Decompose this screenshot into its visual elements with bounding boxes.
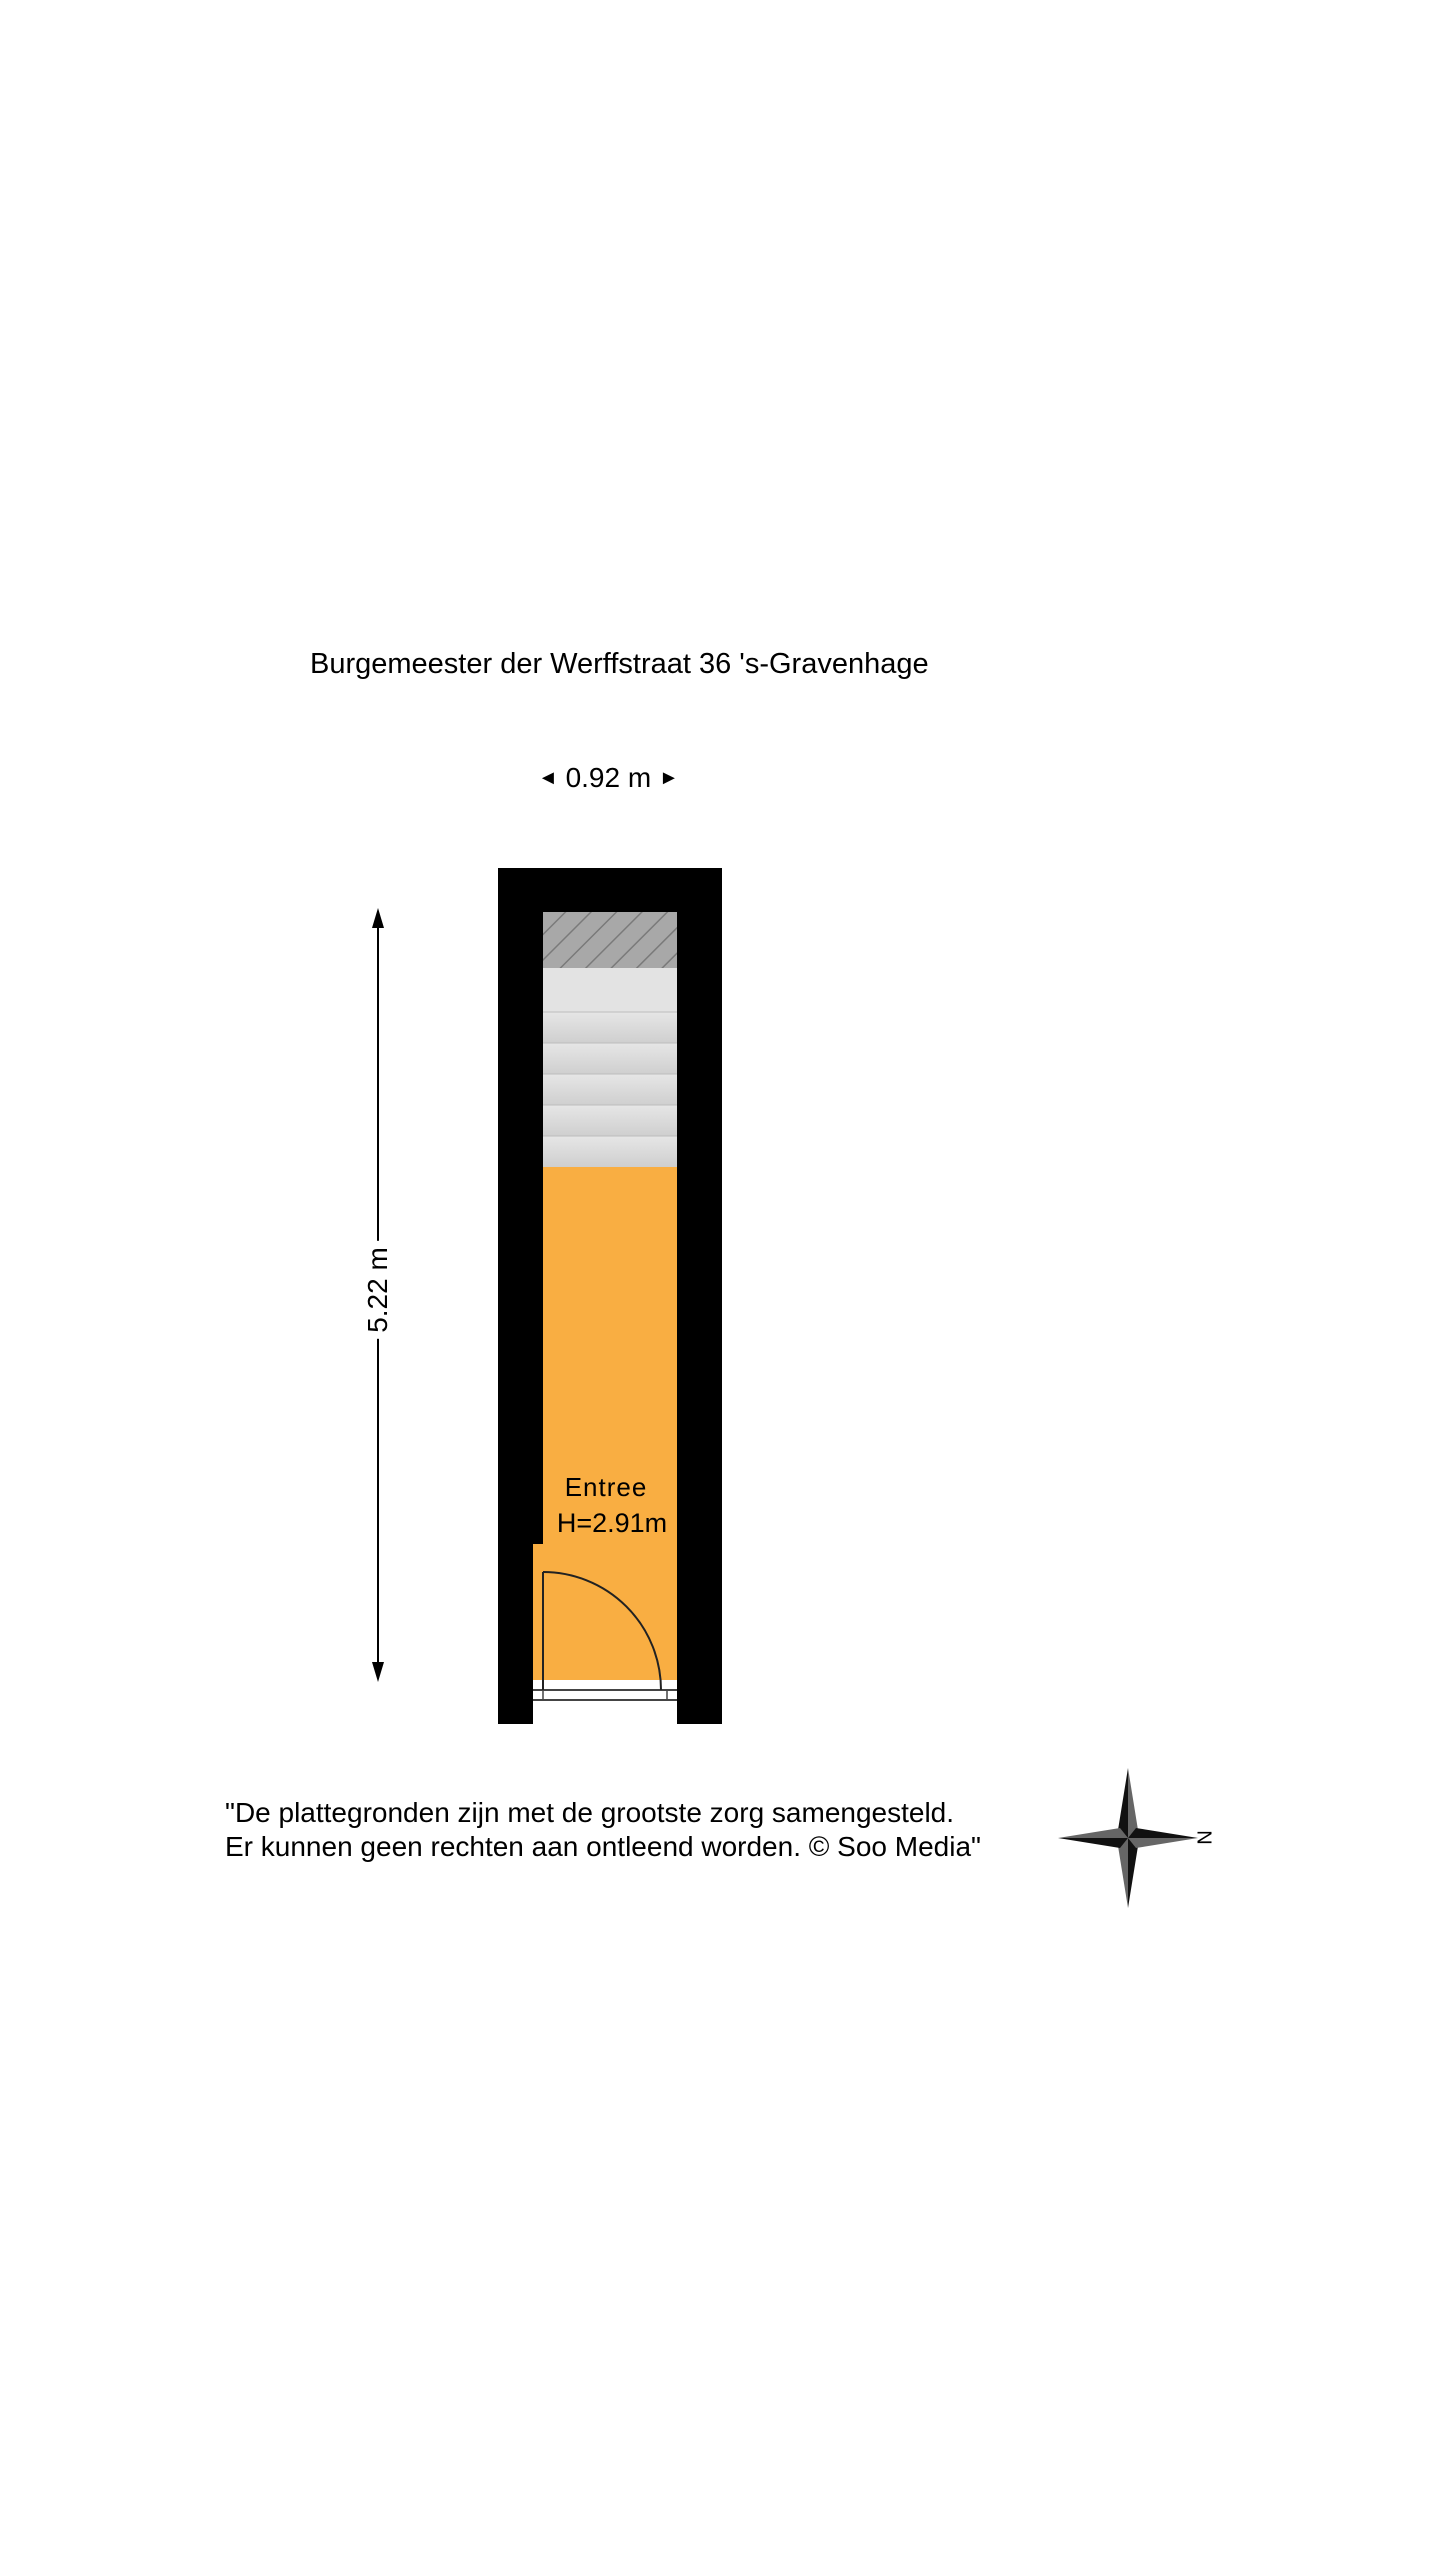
- room-height: H=2.91m: [556, 1508, 668, 1538]
- width-dimension-label: 0.92 m: [565, 762, 652, 793]
- arrow-up-icon: [372, 908, 384, 928]
- compass-rose-icon: [1058, 1768, 1198, 1908]
- room-name: Entree: [564, 1472, 648, 1502]
- disclaimer: [225, 1796, 981, 1864]
- arrow-right-icon: ►: [658, 767, 679, 789]
- staircase: [543, 968, 677, 1167]
- arrow-left-icon: ◄: [538, 767, 558, 789]
- stair-landing-hatch: [543, 912, 677, 968]
- north-label: N: [1192, 1830, 1215, 1845]
- wall-recess: [533, 1544, 543, 1684]
- address-title: Burgemeester der Werffstraat 36 's-Gravenhage: [310, 648, 929, 680]
- height-dimension-label: 5.22 m: [362, 1241, 394, 1339]
- disclaimer-line-1: "De plattegronden zijn met de grootste zorg samengesteld.: [225, 1797, 955, 1828]
- disclaimer-line-2: Er kunnen geen rechten aan ontleend worden. © Soo Media": [225, 1831, 981, 1862]
- arrow-down-icon: [372, 1662, 384, 1682]
